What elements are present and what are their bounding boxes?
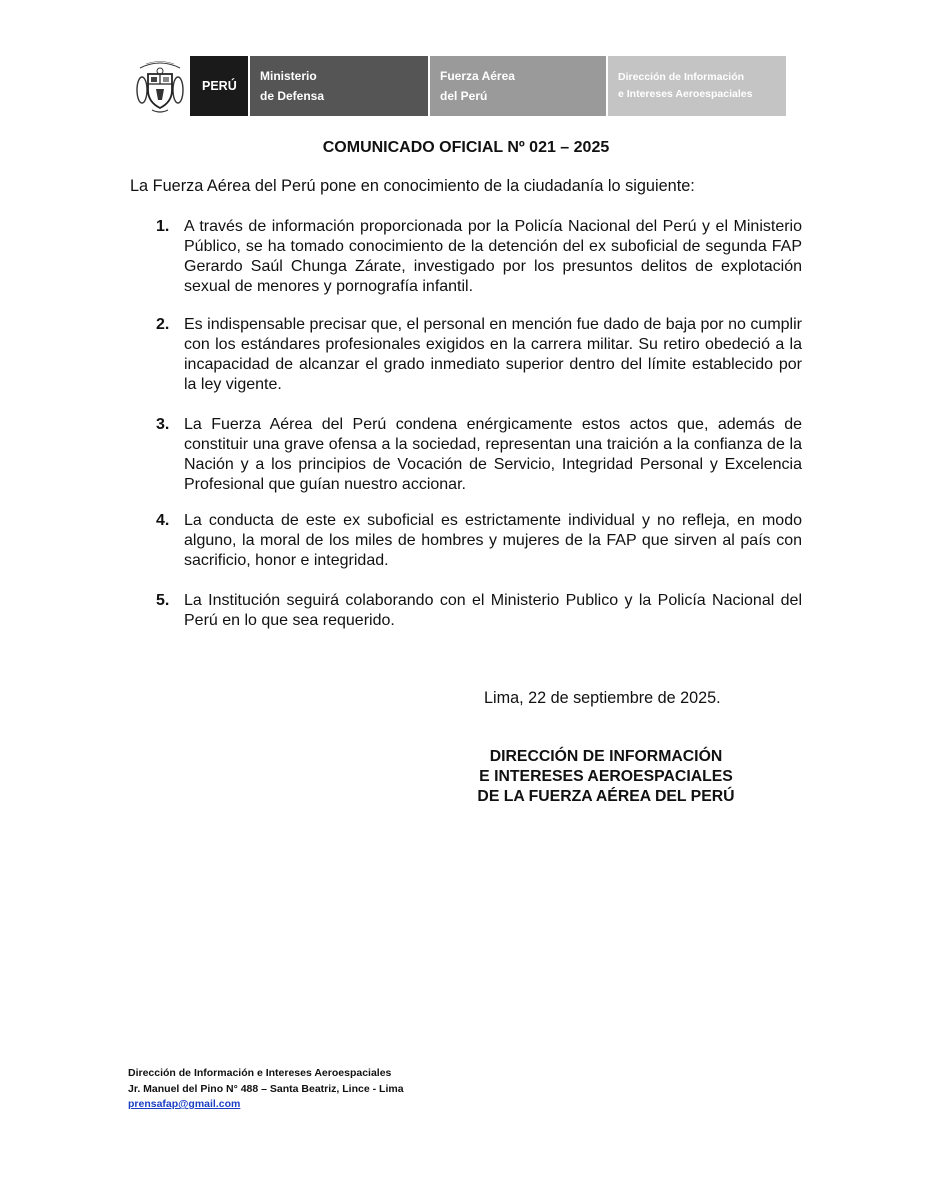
- footer-address: Jr. Manuel del Pino N° 488 – Santa Beatriz, Lince - Lima: [128, 1082, 404, 1095]
- signoff-line3: DE LA FUERZA AÉREA DEL PERÚ: [477, 788, 735, 805]
- item-number: 4.: [156, 512, 170, 529]
- item-text: Es indispensable precisar que, el personal en mención fue dado de baja por no cumplir con los estándares profesionales exigidos en la carrera militar. Su retiro obedeció a la incapacidad de alcanzar el grado inmediato superior dentro del límite establecido por la ley vigente.: [184, 316, 802, 393]
- fap-band: [430, 56, 606, 116]
- signoff-line1: DIRECCIÓN DE INFORMACIÓN: [489, 748, 723, 765]
- ministry-line1: Ministerio: [260, 69, 317, 83]
- letterhead: [132, 56, 788, 116]
- item-number: 2.: [156, 316, 170, 333]
- ministry-line2: de Defensa: [260, 89, 325, 103]
- fap-line2: del Perú: [440, 89, 488, 103]
- direction-line1: Dirección de Información: [618, 71, 745, 83]
- list-item-4: [130, 511, 802, 571]
- peru-band: [190, 56, 248, 116]
- document-title: COMUNICADO OFICIAL Nº 021 – 2025: [322, 139, 610, 156]
- item-text: La conducta de este ex suboficial es estrictamente individual y no refleja, en modo alguno, la moral de los miles de hombres y mujeres de la FAP que sirven al país con sacrificio, honor e integridad.: [184, 512, 802, 569]
- fap-line1: Fuerza Aérea: [440, 69, 515, 83]
- list-item-3: [130, 415, 802, 495]
- list-item-1: [130, 217, 802, 297]
- peru-label: PERÚ: [202, 79, 237, 93]
- list-item-2: [130, 315, 802, 395]
- footer-email-link[interactable]: prensafap@gmail.com: [128, 1098, 241, 1110]
- item-text: La Fuerza Aérea del Perú condena enérgicamente estos actos que, además de constituir una grave ofensa a la sociedad, representan una traición a la confianza de la Nación y a los principios de Vocación de Servicio, Integridad Personal y Excelencia Profesional que guían nuestro accionar.: [184, 416, 802, 493]
- direction-line2: e Intereses Aeroespaciales: [618, 88, 753, 100]
- intro-paragraph: La Fuerza Aérea del Perú pone en conocimiento de la ciudadanía lo siguiente:: [130, 177, 695, 195]
- list-item-5: [130, 591, 802, 631]
- date-line: Lima, 22 de septiembre de 2025.: [484, 689, 721, 707]
- signoff-line2: E INTERESES AEROESPACIALES: [479, 768, 733, 785]
- item-number: 1.: [156, 218, 170, 235]
- item-text: A través de información proporcionada por la Policía Nacional del Perú y el Ministerio Público, se ha tomado conocimiento de la detención del ex suboficial de segunda FAP Gerardo Saúl Chunga Zárate, investigado por los presuntos delitos de explotación sexual de menores y pornografía infantil.: [184, 218, 802, 295]
- footer-office: Dirección de Información e Intereses Aeroespaciales: [128, 1067, 392, 1079]
- item-text: La Institución seguirá colaborando con el Ministerio Publico y la Policía Nacional del Perú en lo que sea requerido.: [184, 592, 802, 629]
- footer: [128, 1066, 404, 1113]
- signoff: [440, 747, 772, 807]
- ministry-band: [250, 56, 428, 116]
- item-number: 5.: [156, 592, 170, 609]
- direction-band: [608, 56, 786, 116]
- national-seal-icon: [132, 56, 188, 116]
- item-number: 3.: [156, 416, 170, 433]
